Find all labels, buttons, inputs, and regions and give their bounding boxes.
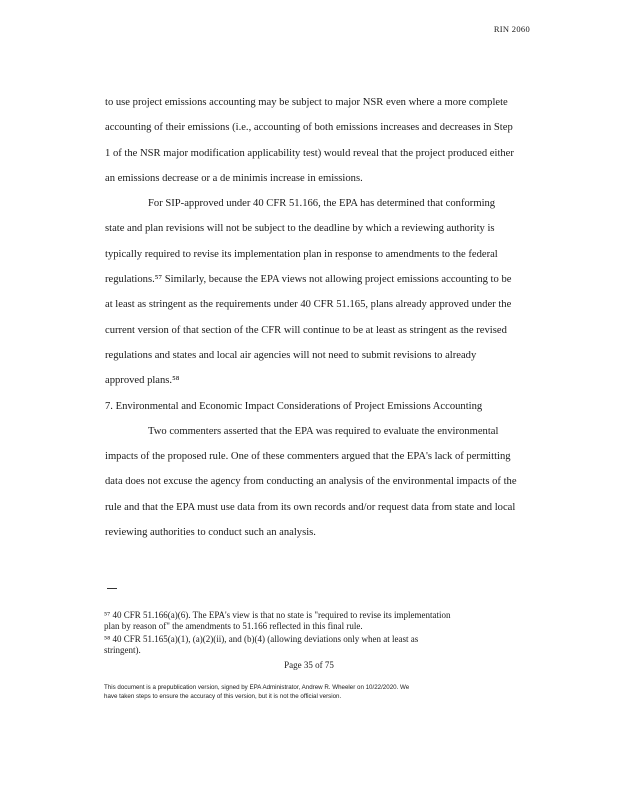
body-line: current version of that section of the CFR will continue to be at least as stringent as the revised	[105, 324, 507, 336]
body-line: an emissions decrease or a de minimis increase in emissions.	[105, 172, 363, 184]
footnote-line: stringent).	[104, 645, 141, 655]
section-heading: 7. Environmental and Economic Impact Considerations of Project Emissions Accounting	[105, 400, 483, 412]
footnote-line: ⁵⁷ 40 CFR 51.166(a)(6). The EPA's view is that no state is "required to revise its implementation	[104, 610, 451, 620]
footnote-58	[104, 634, 534, 656]
body-line: regulations and states and local air agencies will not need to submit revisions to already	[105, 349, 477, 361]
disclaimer-line: This document is a prepublication version, signed by EPA Administrator, Andrew R. Wheeler on 10/22/2020. We	[104, 684, 410, 691]
body-line: accounting of their emissions (i.e., accounting of both emissions increases and decreases in Step	[105, 122, 513, 134]
body-line: impacts of the proposed rule. One of these commenters argued that the EPA's lack of permitting	[105, 451, 511, 463]
body-line: to use project emissions accounting may be subject to major NSR even where a more complete	[105, 97, 508, 108]
footnote-line: plan by reason of" the amendments to 51.166 reflected in this final rule.	[104, 621, 363, 631]
body-line: regulations.⁵⁷ Similarly, because the EPA views not allowing project emissions accounting to be	[105, 274, 512, 286]
document-body	[105, 96, 525, 551]
page-number: Page 35 of 75	[284, 660, 334, 670]
body-line: typically required to revise its implementation plan in response to amendments to the federal	[105, 248, 498, 260]
body-line: at least as stringent as the requirements under 40 CFR 51.165, plans already approved under the	[105, 299, 512, 311]
body-line: rule and that the EPA must use data from its own records and/or request data from state and local	[105, 501, 516, 513]
body-line: Two commenters asserted that the EPA was required to evaluate the environmental	[148, 425, 499, 437]
body-line: reviewing authorities to conduct such an analysis.	[105, 527, 316, 539]
prepublication-disclaimer	[104, 684, 534, 701]
disclaimer-line: have taken steps to ensure the accuracy of this version, but it is not the official version.	[104, 692, 342, 700]
footnote-line: ⁵⁸ 40 CFR 51.165(a)(1), (a)(2)(ii), and (b)(4) (allowing deviations only when at least as	[104, 634, 419, 644]
body-line: For SIP-approved under 40 CFR 51.166, the EPA has determined that conforming	[148, 198, 496, 210]
body-line: 1 of the NSR major modification applicability test) would reveal that the project produced either	[105, 147, 514, 159]
document-id: RIN 2060	[493, 24, 530, 34]
body-line: data does not excuse the agency from conducting an analysis of the environmental impacts of the	[105, 476, 517, 488]
body-line: state and plan revisions will not be subject to the deadline by which a reviewing authority is	[105, 223, 495, 235]
footnote-separator	[107, 588, 117, 589]
body-line: approved plans.⁵⁸	[105, 375, 180, 387]
footnote-57	[104, 610, 534, 632]
